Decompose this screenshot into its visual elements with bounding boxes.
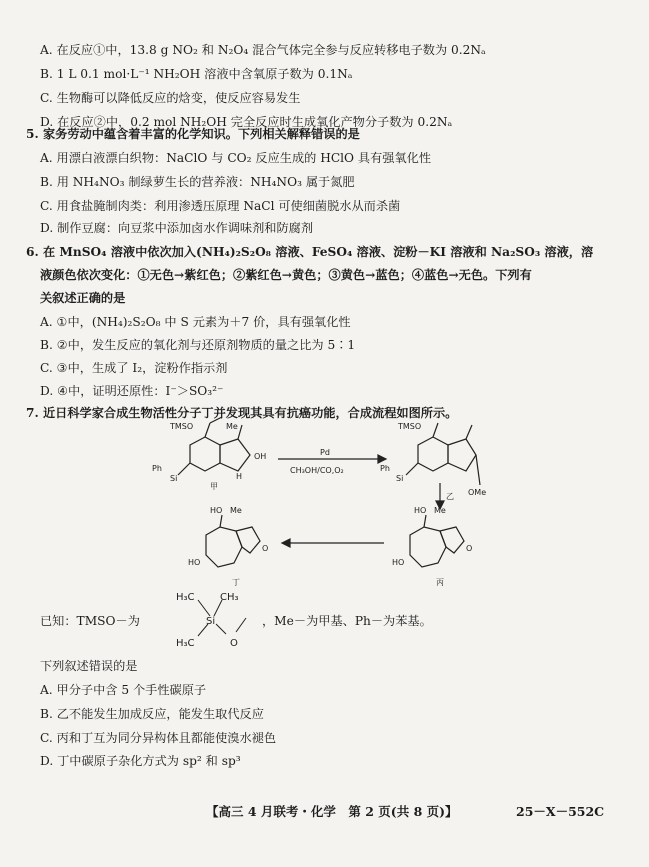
scheme-o-3: O: [466, 544, 473, 553]
label-bing: 丙: [436, 578, 444, 587]
q6-stem-line3: 关叙述正确的是: [40, 291, 126, 305]
exam-code: 25－X－552C: [516, 804, 605, 819]
synthesis-scheme: [150, 415, 490, 595]
scheme-me-4: Me: [230, 506, 242, 515]
reagent-conditions: CH₃OH/CO,O₂: [290, 466, 344, 475]
scheme-tmso-1: TMSO: [170, 422, 194, 431]
q6-option-d: D. ④中，证明还原性：I⁻＞SO₃²⁻: [40, 384, 224, 398]
q4-option-a: A. 在反应①中，13.8 g NO₂ 和 N₂O₄ 混合气体完全参与反应转移电子数为 0.2Nₐ: [40, 43, 486, 57]
q6-stem-line1: 6. 在 MnSO₄ 溶液中依次加入(NH₄)₂S₂O₈ 溶液、FeSO₄ 溶液、淀粉－KI 溶液和 Na₂SO₃ 溶液，溶: [26, 245, 594, 259]
scheme-ho-3b: HO: [392, 558, 405, 567]
page-footer: 【高三 4 月联考・化学 第 2 页(共 8 页)】: [206, 804, 458, 819]
q6-stem-line2: 液颜色依次变化：①无色→紫红色；②紫红色→黄色；③黄色→蓝色；④蓝色→无色。下列有: [40, 268, 532, 282]
scheme-me-3: Me: [434, 506, 446, 515]
tms-o: O: [230, 638, 238, 649]
tms-h3c-bottom: H₃C: [176, 638, 195, 649]
tms-ch3: CH₃: [220, 592, 239, 603]
q4-option-d: D. 在反应②中，0.2 mol NH₂OH 完全反应时生成氧化产物分子数为 0.2Nₐ: [40, 115, 453, 129]
q6-option-a: A. ①中，(NH₄)₂S₂O₈ 中 S 元素为＋7 价，具有强氧化性: [40, 315, 351, 329]
q7-option-d: D. 丁中碳原子杂化方式为 sp² 和 sp³: [40, 754, 241, 768]
tms-si: Si: [206, 616, 216, 627]
q7-option-a: A. 甲分子中含 5 个手性碳原子: [40, 683, 207, 697]
q7-known-suffix: ，Me－为甲基、Ph－为苯基。: [262, 614, 432, 628]
q5-stem: 5. 家务劳动中蕴含着丰富的化学知识。下列相关解释错误的是: [26, 127, 360, 141]
scheme-ome: OMe: [468, 488, 487, 497]
label-ding: 丁: [232, 578, 240, 587]
q5-option-a: A. 用漂白液漂白织物：NaClO 与 CO₂ 反应生成的 HClO 具有强氧化性: [40, 151, 432, 165]
scheme-h-1: H: [236, 472, 243, 481]
scheme-tmso-2: TMSO: [398, 422, 422, 431]
q7-question: 下列叙述错误的是: [40, 659, 138, 673]
q7-stem: 7. 近日科学家合成生物活性分子丁并发现其具有抗癌功能，合成流程如图所示。: [26, 406, 458, 420]
label-jia: 甲: [210, 482, 218, 491]
scheme-oh-1: OH: [254, 452, 267, 461]
q5-option-d: D. 制作豆腐：向豆浆中添加卤水作调味剂和防腐剂: [40, 221, 314, 235]
q7-option-c: C. 丙和丁互为同分异构体且都能使溴水褪色: [40, 731, 277, 745]
reagent-pd: Pd: [320, 448, 330, 457]
scheme-me-1: Me: [226, 422, 238, 431]
scheme-si-2: Si: [396, 474, 404, 483]
scheme-o-4: O: [262, 544, 269, 553]
q4-option-b: B. 1 L 0.1 mol·L⁻¹ NH₂OH 溶液中含氧原子数为 0.1Nₐ: [40, 67, 353, 81]
scheme-ph-2: Ph: [380, 464, 390, 473]
q6-option-c: C. ③中，生成了 I₂，淀粉作指示剂: [40, 361, 228, 375]
q7-option-b: B. 乙不能发生加成反应，能发生取代反应: [40, 707, 264, 721]
scheme-ho-4: HO: [210, 506, 223, 515]
tms-h3c-top: H₃C: [176, 592, 195, 603]
scheme-ph-1: Ph: [152, 464, 162, 473]
tmso-structure: [170, 588, 260, 650]
q7-known-prefix: 已知：TMSO－为: [40, 614, 140, 628]
scheme-si-1: Si: [170, 474, 178, 483]
scheme-ho-3: HO: [414, 506, 427, 515]
q4-option-c: C. 生物酶可以降低反应的焓变，使反应容易发生: [40, 91, 301, 105]
scheme-ho-4b: HO: [188, 558, 201, 567]
q6-option-b: B. ②中，发生反应的氧化剂与还原剂物质的量之比为 5∶1: [40, 338, 356, 352]
q5-option-c: C. 用食盐腌制肉类：利用渗透压原理 NaCl 可使细菌脱水从而杀菌: [40, 199, 401, 213]
q5-option-b: B. 用 NH₄NO₃ 制绿萝生长的营养液：NH₄NO₃ 属于氮肥: [40, 175, 355, 189]
label-yi: 乙: [446, 492, 454, 501]
